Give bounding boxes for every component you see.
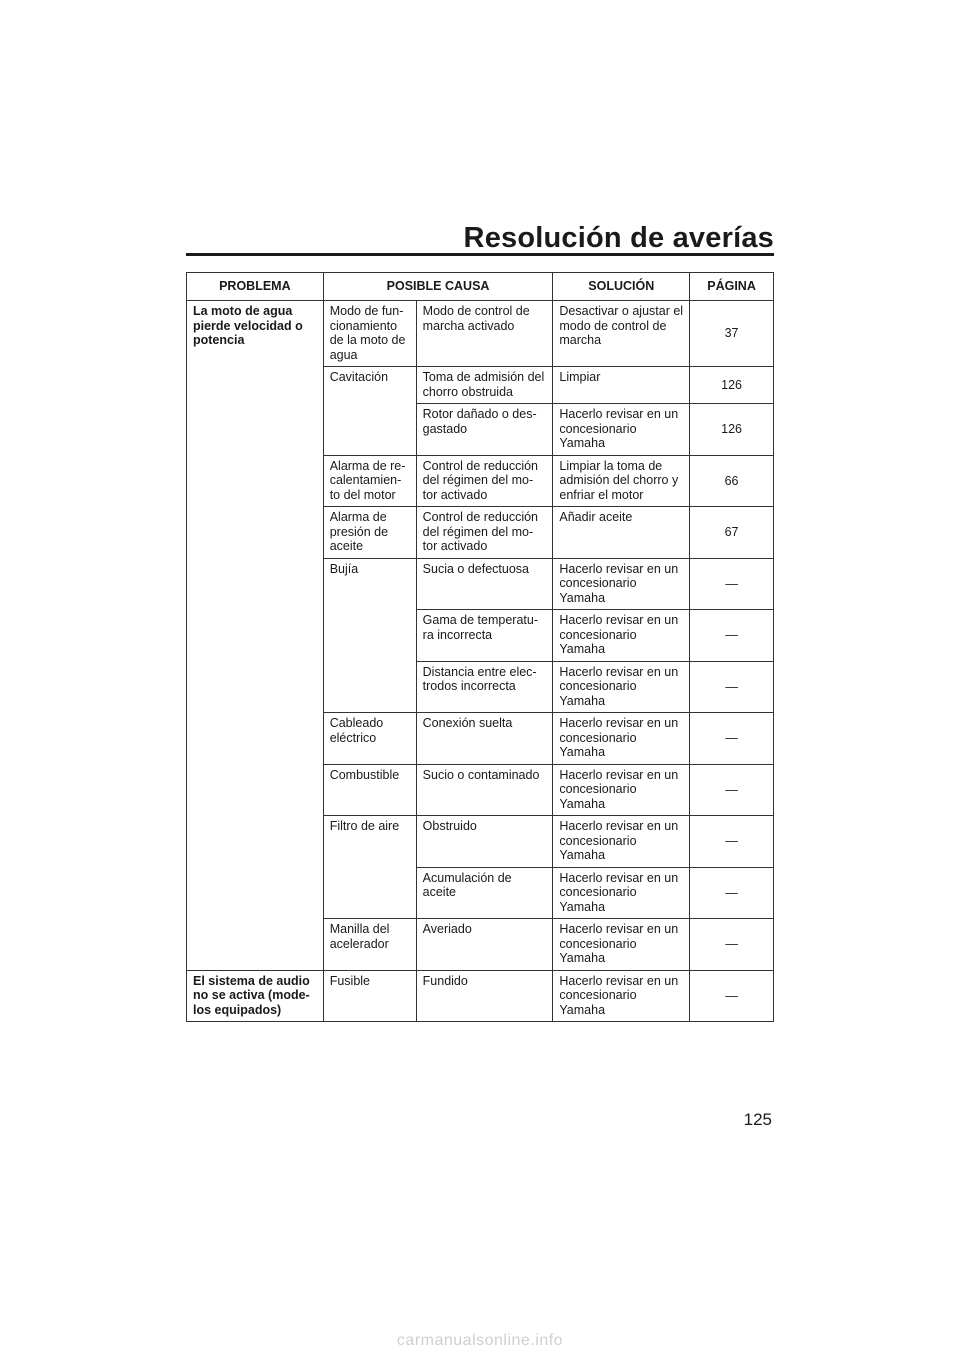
detail-cell: Control de reducción del régimen del mo-tor activado	[416, 507, 553, 559]
detail-cell: Distancia entre elec-trodos incorrecta	[416, 661, 553, 713]
page-cell: —	[690, 816, 774, 868]
cause-cell: Bujía	[323, 558, 416, 713]
cause-cell: Filtro de aire	[323, 816, 416, 919]
detail-cell: Obstruido	[416, 816, 553, 868]
detail-cell: Rotor dañado o des-gastado	[416, 404, 553, 456]
solution-cell: Hacerlo revisar en un concesionario Yamaha	[553, 919, 690, 971]
page-cell: 126	[690, 404, 774, 456]
cause-cell: Alarma de presión de aceite	[323, 507, 416, 559]
page-cell: —	[690, 558, 774, 610]
page-number: 125	[743, 1110, 772, 1129]
detail-cell: Acumulación de aceite	[416, 867, 553, 919]
page-cell: —	[690, 919, 774, 971]
cause-cell: Combustible	[323, 764, 416, 816]
page-cell: —	[690, 764, 774, 816]
solution-cell: Hacerlo revisar en un concesionario Yamaha	[553, 867, 690, 919]
table-header-row	[187, 273, 774, 301]
page-cell: 37	[690, 301, 774, 367]
header-pagina: PÁGINA	[690, 273, 774, 301]
page-cell: 67	[690, 507, 774, 559]
table-row	[187, 301, 774, 367]
footer-watermark: carmanualsonline.info	[396, 1332, 564, 1349]
solution-cell: Desactivar o ajustar el modo de control de marcha	[553, 301, 690, 367]
detail-cell: Averiado	[416, 919, 553, 971]
page-cell: 66	[690, 455, 774, 507]
detail-cell: Modo de control de marcha activado	[416, 301, 553, 367]
detail-cell: Gama de temperatu-ra incorrecta	[416, 610, 553, 662]
troubleshooting-table	[186, 272, 774, 1022]
solution-cell: Hacerlo revisar en un concesionario Yamaha	[553, 816, 690, 868]
page-cell: —	[690, 713, 774, 765]
page-cell: 126	[690, 367, 774, 404]
solution-cell: Hacerlo revisar en un concesionario Yamaha	[553, 610, 690, 662]
detail-cell: Sucio o contaminado	[416, 764, 553, 816]
solution-cell: Añadir aceite	[553, 507, 690, 559]
problem-cell: La moto de agua pierde velocidad o potencia	[187, 301, 324, 971]
cause-cell: Fusible	[323, 970, 416, 1022]
page-cell: —	[690, 661, 774, 713]
solution-cell: Hacerlo revisar en un concesionario Yamaha	[553, 404, 690, 456]
header-solucion: SOLUCIÓN	[553, 273, 690, 301]
header-posible-causa: POSIBLE CAUSA	[323, 273, 553, 301]
page-cell: —	[690, 610, 774, 662]
cause-cell: Cableado eléctrico	[323, 713, 416, 765]
solution-cell: Hacerlo revisar en un concesionario Yamaha	[553, 713, 690, 765]
cause-cell: Alarma de re-calentamien-to del motor	[323, 455, 416, 507]
detail-cell: Fundido	[416, 970, 553, 1022]
problem-cell: El sistema de audio no se activa (mode-los equipados)	[187, 970, 324, 1022]
header-problema: PROBLEMA	[187, 273, 324, 301]
solution-cell: Limpiar	[553, 367, 690, 404]
cause-cell: Modo de fun-cionamiento de la moto de agua	[323, 301, 416, 367]
detail-cell: Sucia o defectuosa	[416, 558, 553, 610]
page-cell: —	[690, 970, 774, 1022]
title-divider	[186, 253, 774, 256]
cause-cell: Manilla del acelerador	[323, 919, 416, 971]
page-cell: —	[690, 867, 774, 919]
solution-cell: Hacerlo revisar en un concesionario Yamaha	[553, 764, 690, 816]
detail-cell: Toma de admisión del chorro obstruida	[416, 367, 553, 404]
solution-cell: Hacerlo revisar en un concesionario Yamaha	[553, 558, 690, 610]
detail-cell: Conexión suelta	[416, 713, 553, 765]
solution-cell: Hacerlo revisar en un concesionario Yamaha	[553, 970, 690, 1022]
page-title: Resolución de averías	[463, 222, 774, 254]
table-row	[187, 970, 774, 1022]
cause-cell: Cavitación	[323, 367, 416, 456]
solution-cell: Limpiar la toma de admisión del chorro y enfriar el motor	[553, 455, 690, 507]
solution-cell: Hacerlo revisar en un concesionario Yamaha	[553, 661, 690, 713]
detail-cell: Control de reducción del régimen del mo-tor activado	[416, 455, 553, 507]
